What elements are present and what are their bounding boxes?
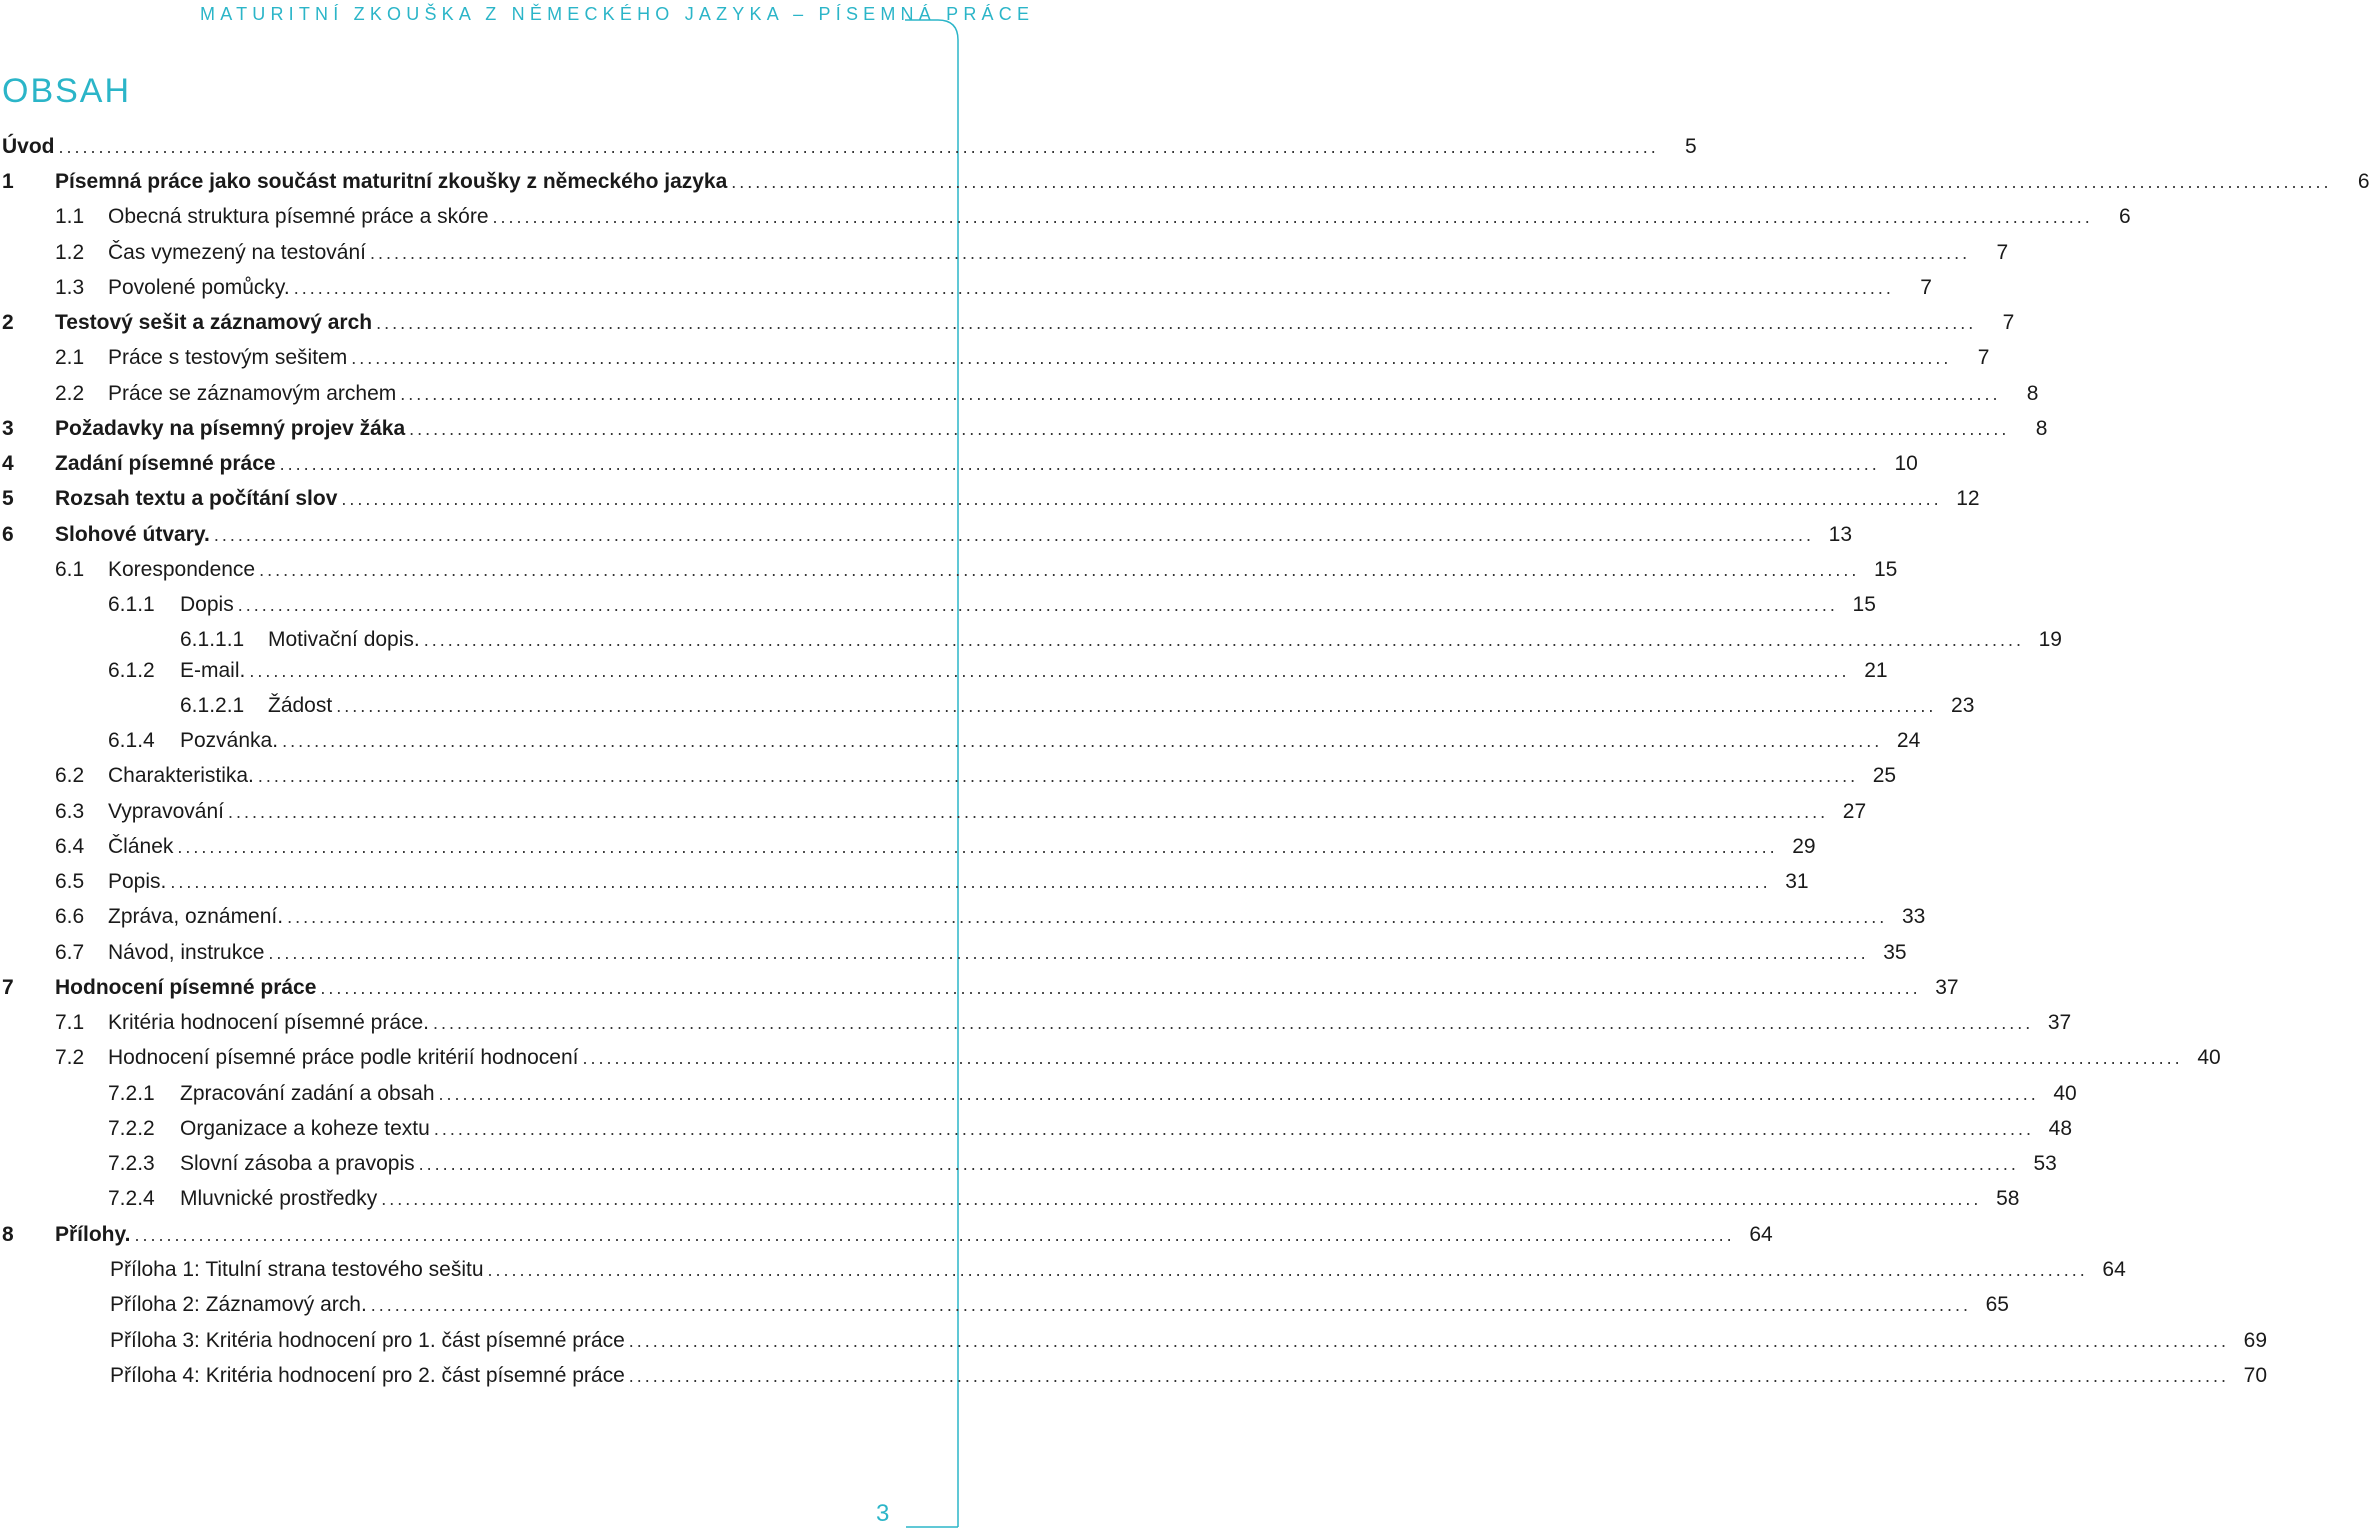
toc-entry-number: 6 (2, 523, 14, 546)
toc-entry-label: Příloha 4: Kritéria hodnocení pro 2. část písemné práce (110, 1364, 625, 1387)
toc-entry[interactable] (0, 902, 1926, 932)
toc-entry-page: 19 (2038, 628, 2062, 651)
toc-entry-number: 6.2 (55, 764, 85, 787)
toc-entry[interactable] (0, 590, 1876, 620)
dot-leader: ........................................................................................................................................................................................................ (227, 802, 1829, 822)
toc-entry-page: 37 (1935, 976, 1959, 999)
toc-entry[interactable] (0, 132, 1697, 162)
dot-leader: ........................................................................................................................................................................................................ (370, 1295, 1971, 1315)
toc-entry-page: 58 (1996, 1187, 2020, 1210)
toc-entry-page: 70 (2243, 1364, 2267, 1387)
toc-entry[interactable] (0, 625, 2062, 655)
toc-entry-number: 6.1.1 (108, 593, 155, 616)
toc-entry-label: Popis. (108, 870, 167, 893)
toc-entry-number: 1.1 (55, 205, 85, 228)
toc-entry-number: 6.6 (55, 905, 85, 928)
toc-entry[interactable] (0, 449, 1918, 479)
toc-entry-label: Obecná struktura písemné práce a skóre (108, 205, 489, 228)
dot-leader: ........................................................................................................................................................................................................ (249, 661, 1850, 681)
toc-entry[interactable] (0, 1220, 1773, 1250)
toc-entry-number: 2.1 (55, 346, 85, 369)
dot-leader: ........................................................................................................................................................................................................ (351, 348, 1952, 368)
toc-entry-label: Hodnocení písemné práce podle kritérií hodnocení (108, 1046, 579, 1069)
toc-entry[interactable] (0, 414, 2048, 444)
toc-entry-page: 6 (2357, 170, 2370, 193)
toc-entry-label: Písemná práce jako součást maturitní zkoušky z německého jazyka (55, 170, 728, 193)
toc-entry-label: Kritéria hodnocení písemné práce. (108, 1011, 430, 1034)
toc-entry-label: Článek (108, 835, 174, 858)
toc-entry[interactable] (0, 1361, 2267, 1391)
page-number: 3 (876, 1500, 890, 1527)
dot-leader: ........................................................................................................................................................................................................ (487, 1260, 2088, 1280)
toc-entry-number: 7.2.1 (108, 1082, 155, 1105)
toc-entry-number: 6.1.4 (108, 729, 155, 752)
dot-leader: ........................................................................................................................................................................................................ (293, 278, 1894, 298)
toc-entry-number: 1 (2, 170, 14, 193)
toc-entry-label: Příloha 3: Kritéria hodnocení pro 1. část písemné práce (110, 1329, 625, 1352)
toc-entry-page: 12 (1956, 487, 1980, 510)
toc-entry-number: 6.1.1.1 (180, 628, 245, 651)
toc-entry-number: 7 (2, 976, 14, 999)
toc-entry-page: 6 (2119, 205, 2131, 228)
dot-leader: ........................................................................................................................................................................................................ (279, 454, 1880, 474)
toc-entry[interactable] (0, 973, 1959, 1003)
page-title: OBSAH (2, 72, 132, 110)
dot-leader: ........................................................................................................................................................................................................ (433, 1013, 2034, 1033)
toc-entry-label: Pozvánka. (180, 729, 279, 752)
toc-entry[interactable] (0, 1149, 2057, 1179)
dot-leader: ........................................................................................................................................................................................................ (336, 696, 1937, 716)
toc-entry-number: 6.1.2 (108, 659, 155, 682)
toc-entry-number: 3 (2, 417, 14, 440)
toc-entry-label: Čas vymezený na testování (108, 241, 366, 264)
dot-leader: ........................................................................................................................................................................................................ (287, 907, 1888, 927)
toc-entry-page: 35 (1883, 941, 1907, 964)
toc-entry-page: 23 (1951, 694, 1975, 717)
toc-entry-page: 15 (1852, 593, 1876, 616)
toc-entry-page: 21 (1864, 659, 1888, 682)
toc-entry-page: 8 (2026, 382, 2039, 405)
toc-entry[interactable] (0, 1326, 2267, 1356)
dot-leader: ........................................................................................................................................................................................................ (268, 943, 1869, 963)
dot-leader: ........................................................................................................................................................................................................ (320, 978, 1921, 998)
toc-entry[interactable] (0, 238, 2009, 268)
toc-entry[interactable] (0, 938, 1907, 968)
dot-leader: ........................................................................................................................................................................................................ (369, 243, 1971, 263)
dot-leader: ........................................................................................................................................................................................................ (381, 1189, 1982, 1209)
toc-entry-label: Vypravování (108, 800, 224, 823)
toc-entry-number: 2.2 (55, 382, 85, 405)
toc-entry[interactable] (0, 1008, 2072, 1038)
dot-leader: ........................................................................................................................................................................................................ (628, 1366, 2229, 1386)
toc-entry-label: Dopis (180, 593, 234, 616)
toc-entry-number: 5 (2, 487, 14, 510)
dot-leader: ........................................................................................................................................................................................................ (418, 1154, 2019, 1174)
toc-entry-label: Rozsah textu a počítání slov (55, 487, 338, 510)
toc-entry[interactable] (0, 343, 1990, 373)
dot-leader: ........................................................................................................................................................................................................ (628, 1331, 2229, 1351)
toc-entry-page: 48 (2048, 1117, 2073, 1140)
toc-entry[interactable] (0, 1114, 2073, 1144)
toc-entry-page: 40 (2197, 1046, 2221, 1069)
toc-entry[interactable] (0, 1079, 2077, 1109)
toc-entry-label: Práce s testovým sešitem (108, 346, 348, 369)
toc-entry[interactable] (0, 1255, 2126, 1285)
dot-leader: ........................................................................................................................................................................................................ (177, 837, 1778, 857)
toc-entry-page: 7 (1977, 346, 1990, 369)
toc-entry-label: Charakteristika. (108, 764, 254, 787)
toc-entry-label: Korespondence (108, 558, 256, 581)
toc-entry-number: 6.1 (55, 558, 85, 581)
toc-entry[interactable] (0, 555, 1898, 585)
dot-leader: ........................................................................................................................................................................................................ (213, 525, 1815, 545)
toc-entry[interactable] (0, 167, 2370, 197)
toc-entry-label: Příloha 1: Titulní strana testového sešitu (110, 1258, 484, 1281)
toc-entry-page: 27 (1842, 800, 1867, 823)
toc-entry-page: 7 (1996, 241, 2009, 264)
toc-entry-number: 7.2.3 (108, 1152, 155, 1175)
toc-entry[interactable] (0, 656, 1888, 686)
dot-leader: ........................................................................................................................................................................................................ (582, 1048, 2183, 1068)
toc-entry-label: Návod, instrukce (108, 941, 265, 964)
toc-entry-label: Hodnocení písemné práce (55, 976, 317, 999)
toc-entry-label: Přílohy. (55, 1223, 131, 1246)
toc-entry-number: 1.2 (55, 241, 85, 264)
toc-entry-number: 6.4 (55, 835, 85, 858)
dot-leader: ........................................................................................................................................................................................................ (400, 384, 2001, 404)
dot-leader: ........................................................................................................................................................................................................ (282, 731, 1883, 751)
toc-entry-page: 29 (1792, 835, 1816, 858)
dot-leader: ........................................................................................................................................................................................................ (376, 313, 1977, 333)
toc-entry-label: Motivační dopis. (268, 628, 420, 651)
dot-leader: ........................................................................................................................................................................................................ (341, 489, 1942, 509)
toc-entry-page: 8 (2035, 417, 2048, 440)
toc-entry-label: Požadavky na písemný projev žáka (55, 417, 406, 440)
toc-entry-label: Úvod (2, 135, 55, 158)
toc-entry-label: Slovní zásoba a pravopis (180, 1152, 415, 1175)
dot-leader: ........................................................................................................................................................................................................ (259, 560, 1860, 580)
dot-leader: ........................................................................................................................................................................................................ (438, 1084, 2039, 1104)
toc-entry-label: Práce se záznamovým archem (108, 382, 397, 405)
toc-entry-page: 7 (2002, 311, 2015, 334)
dot-leader: ........................................................................................................................................................................................................ (731, 172, 2332, 192)
toc-entry[interactable] (0, 379, 2039, 409)
toc-entry-number: 1.3 (55, 276, 85, 299)
toc-entry[interactable] (0, 484, 1980, 514)
toc-entry-number: 6.3 (55, 800, 85, 823)
toc-entry-number: 6.1.2.1 (180, 694, 245, 717)
toc-entry-page: 7 (1920, 276, 1932, 299)
toc-entry-label: Mluvnické prostředky (180, 1187, 378, 1210)
toc-entry-label: Příloha 2: Záznamový arch. (110, 1293, 367, 1316)
toc-entry-page: 53 (2033, 1152, 2057, 1175)
dot-leader: ........................................................................................................................................................................................................ (237, 595, 1838, 615)
toc-entry[interactable] (0, 1290, 2009, 1320)
toc-entry-label: E-mail. (180, 659, 246, 682)
toc-entry-number: 4 (2, 452, 14, 475)
toc-entry[interactable] (0, 797, 1867, 827)
toc-entry[interactable] (0, 308, 2015, 338)
toc-entry-label: Testový sešit a záznamový arch (55, 311, 373, 334)
toc-entry-number: 7.1 (55, 1011, 85, 1034)
toc-entry[interactable] (0, 1184, 2020, 1214)
dot-leader: ........................................................................................................................................................................................................ (134, 1225, 1735, 1245)
toc-entry[interactable] (0, 761, 1897, 791)
toc-entry[interactable] (0, 726, 1921, 756)
toc-entry-page: 64 (2102, 1258, 2126, 1281)
toc-entry-page: 25 (1872, 764, 1897, 787)
toc-entry-page: 37 (2047, 1011, 2072, 1034)
toc-entry-number: 7.2 (55, 1046, 85, 1069)
toc-entry-page: 69 (2243, 1329, 2267, 1352)
toc-entry-label: Povolené pomůcky. (108, 276, 290, 299)
toc-entry-label: Organizace a koheze textu (180, 1117, 430, 1140)
toc-entry-page: 65 (1985, 1293, 2009, 1316)
dot-leader: ........................................................................................................................................................................................................ (170, 872, 1771, 892)
toc-entry[interactable] (0, 520, 1853, 550)
toc-entry-number: 6.7 (55, 941, 85, 964)
dot-leader: ........................................................................................................................................................................................................ (257, 766, 1859, 786)
toc-entry-page: 40 (2053, 1082, 2077, 1105)
toc-entry-number: 6.5 (55, 870, 85, 893)
toc-entry-label: Zadání písemné práce (55, 452, 276, 475)
toc-entry-number: 2 (2, 311, 14, 334)
toc-entry-page: 33 (1901, 905, 1926, 928)
toc-entry[interactable] (0, 691, 1975, 721)
toc-entry-page: 13 (1828, 523, 1853, 546)
dot-leader: ........................................................................................................................................................................................................ (492, 207, 2093, 227)
running-header: MATURITNÍ ZKOUŠKA Z NĚMECKÉHO JAZYKA – PÍSEMNÁ PRÁCE (200, 4, 1035, 24)
toc-entry-label: Zpráva, oznámení. (108, 905, 284, 928)
toc-entry[interactable] (0, 273, 1932, 303)
toc-entry[interactable] (0, 867, 1809, 897)
dot-leader: ........................................................................................................................................................................................................ (433, 1119, 2035, 1139)
toc-entry-label: Žádost (268, 694, 333, 717)
dot-leader: ........................................................................................................................................................................................................ (58, 137, 1659, 157)
toc-entry-label: Slohové útvary. (55, 523, 210, 546)
dot-leader: ........................................................................................................................................................................................................ (409, 419, 2010, 439)
toc-entry-page: 31 (1785, 870, 1809, 893)
toc-entry-label: Zpracování zadání a obsah (180, 1082, 435, 1105)
toc-entry-number: 7.2.2 (108, 1117, 155, 1140)
toc-entry[interactable] (0, 832, 1816, 862)
toc-entry[interactable] (0, 1043, 2221, 1073)
toc-entry[interactable] (0, 202, 2131, 232)
dot-leader: ........................................................................................................................................................................................................ (423, 630, 2024, 650)
toc-entry-page: 15 (1873, 558, 1898, 581)
toc-entry-page: 5 (1685, 135, 1697, 158)
toc-entry-page: 10 (1894, 452, 1918, 475)
toc-entry-page: 64 (1749, 1223, 1773, 1246)
toc-entry-number: 8 (2, 1223, 14, 1246)
toc-entry-number: 7.2.4 (108, 1187, 155, 1210)
toc-entry-page: 24 (1896, 729, 1921, 752)
